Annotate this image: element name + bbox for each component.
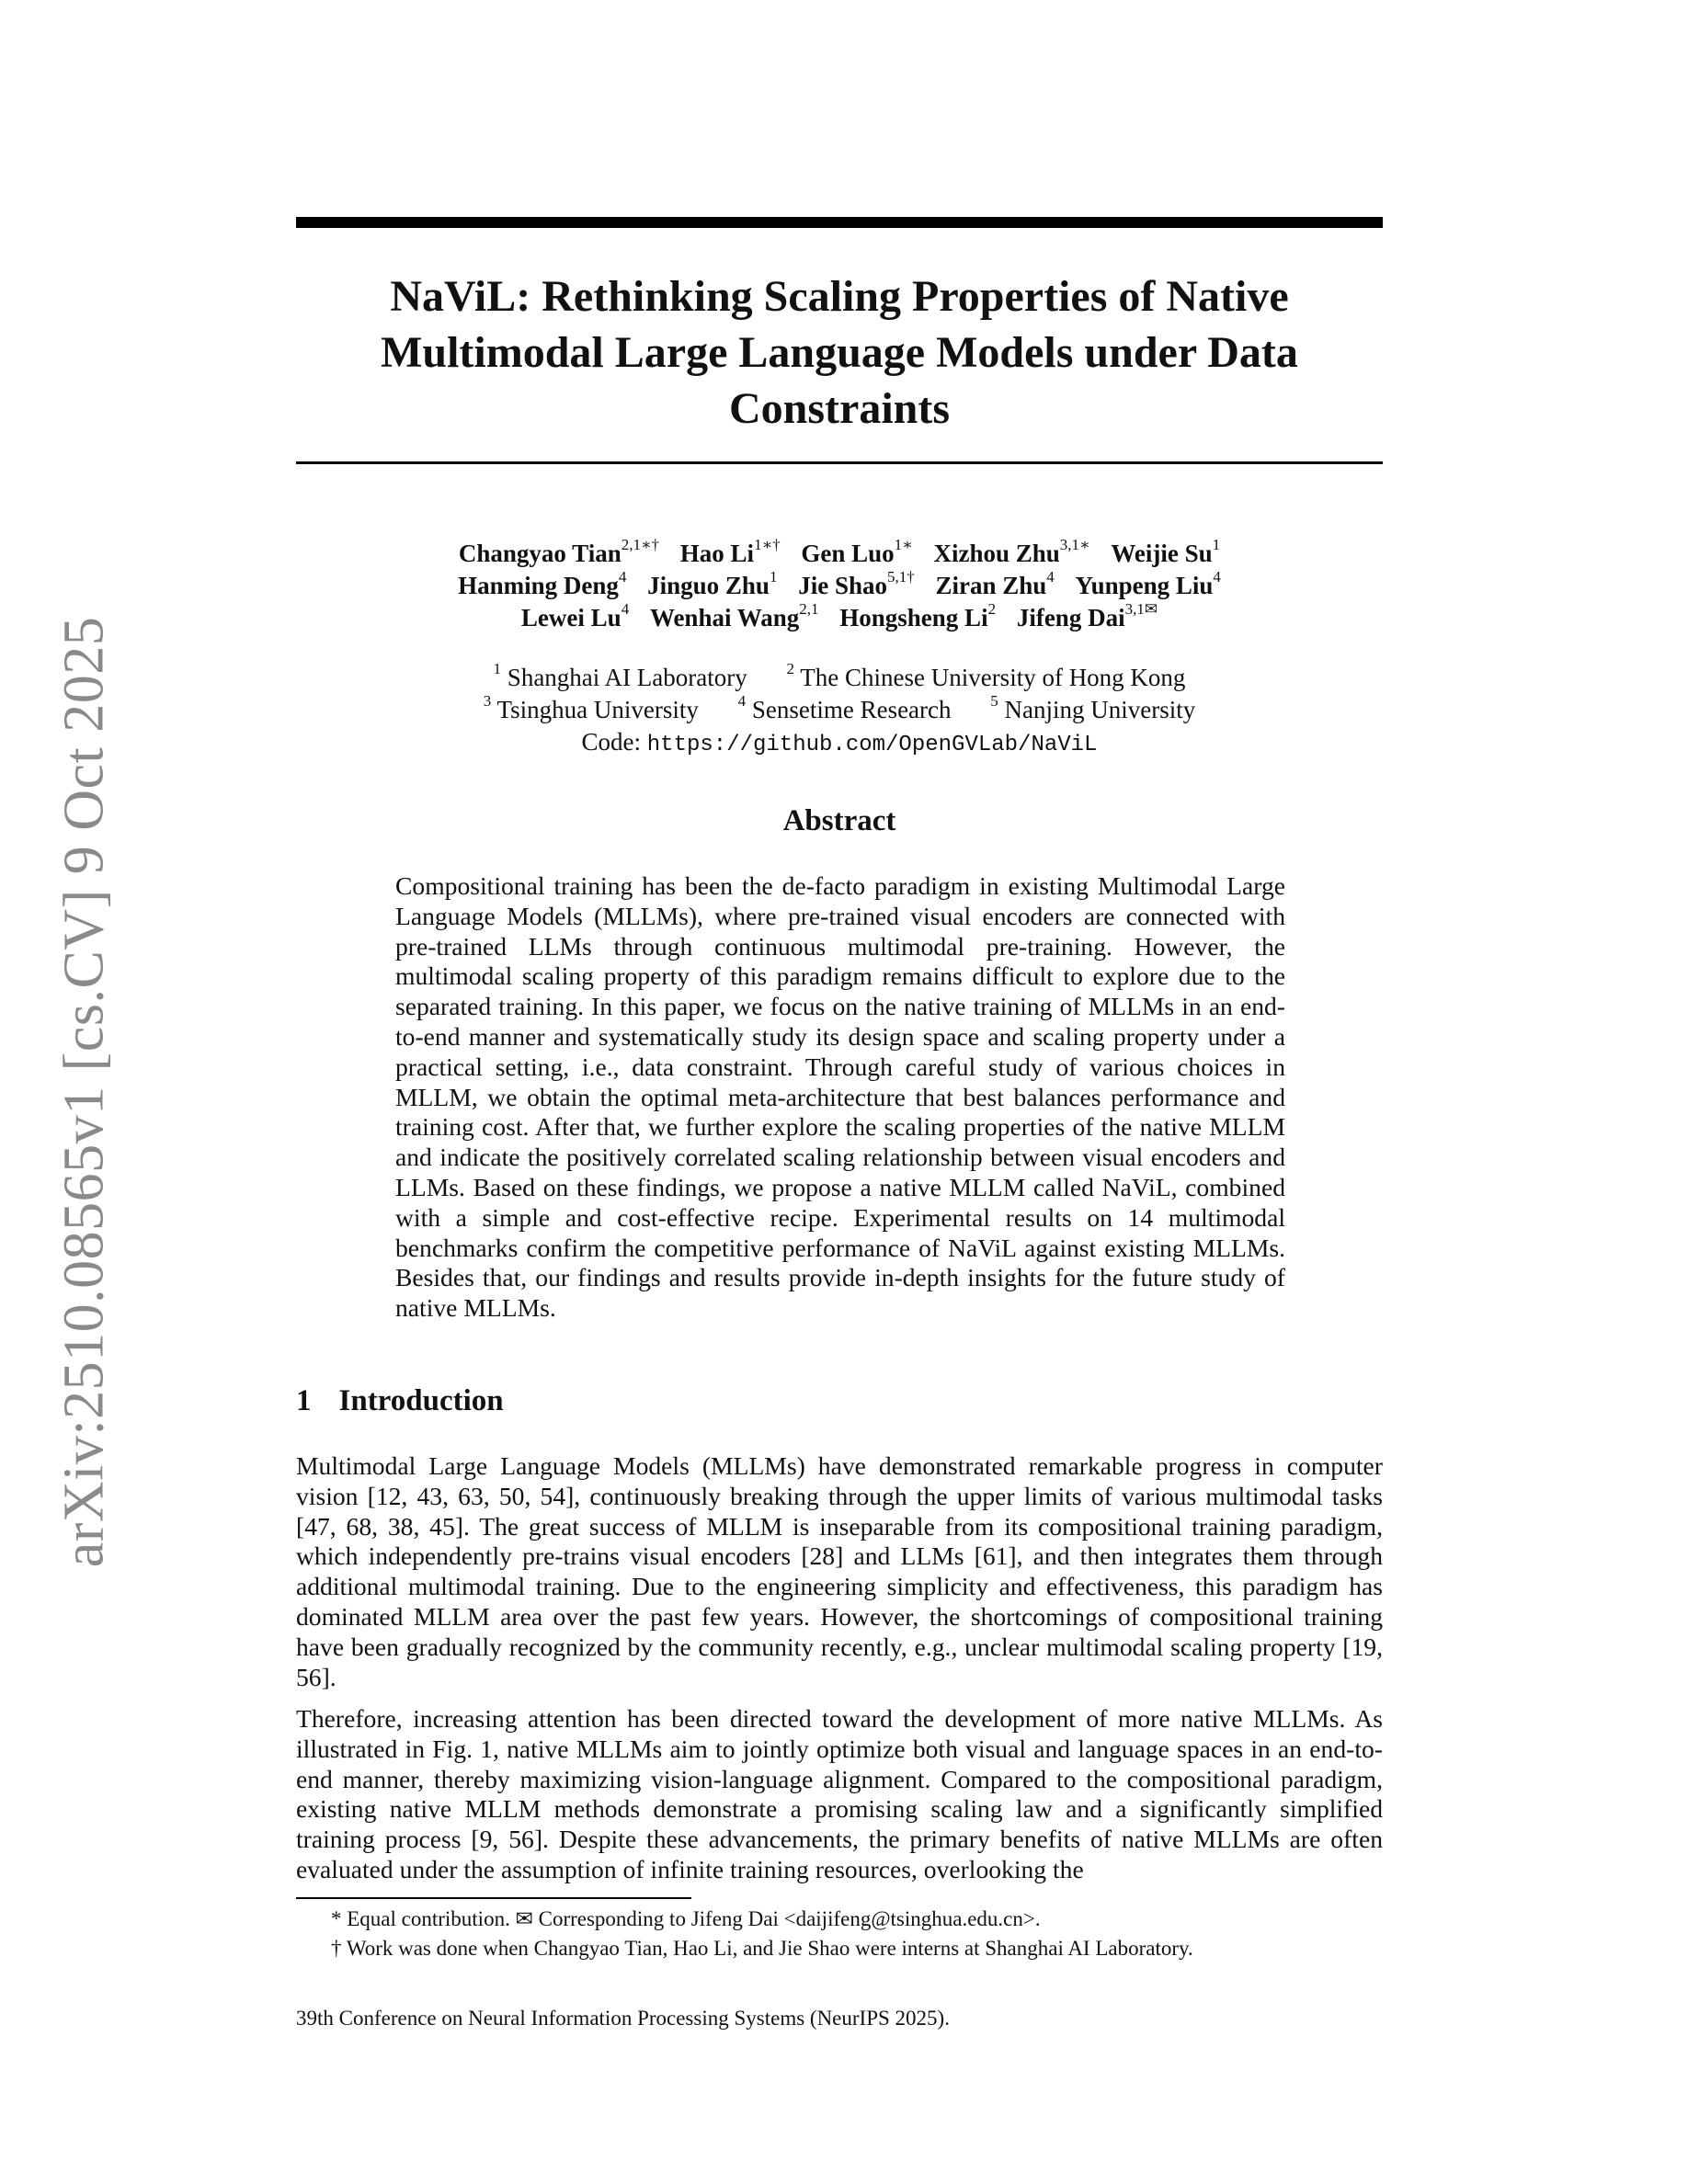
author: Gen Luo$^{1∗}$ (801, 536, 913, 567)
section-title: Introduction (338, 1384, 504, 1417)
author: Xizhou Zhu$^{3,1∗}$ (933, 536, 1090, 567)
author: Lewei Lu$^4$ (520, 600, 630, 631)
author: Hongsheng Li$^2$ (839, 600, 997, 631)
abstract-heading: Abstract (782, 804, 896, 837)
code-label: Code: (581, 728, 642, 756)
author: Jifeng Dai$^{3,1✉}$ (1016, 600, 1158, 631)
author-line-3 (296, 602, 1383, 634)
affiliation-line-2 (296, 694, 1383, 726)
affiliation: $^3$ Tsinghua University (483, 692, 699, 723)
code-line (296, 726, 1383, 761)
intro-paragraph-2: Therefore, increasing attention has been directed toward the development of more native MLLMs. As illustrated in Fig. 1, native MLLMs aim to jointly optimize both visual and language spaces in an end-to-end manner, thereby maximizing vision-language alignment. Compared to the compositional paradigm, existing native MLLM methods demonstrate a promising scaling law and a significantly simplified training process [9, 56]. Despite these advancements, the primary benefits of native MLLMs are often evaluated under the assumption of infinite training resources, overlooking the (296, 1704, 1383, 1883)
author: Ziran Zhu$^4$ (935, 568, 1055, 599)
affiliation: $^4$ Sensetime Research (737, 692, 952, 723)
code-url-link[interactable]: https://github.com/OpenGVLab/NaViL (646, 733, 1098, 757)
affiliation: $^5$ Nanjing University (990, 692, 1196, 723)
section-heading-introduction (296, 1384, 504, 1418)
conference-note: 39th Conference on Neural Information Processing Systems (NeurIPS 2025). (296, 2007, 950, 2030)
footnote-interns: † Work was done when Changyao Tian, Hao Li, and Jie Shao were interns at Shanghai AI Laboratory. (331, 1937, 1193, 1960)
author-line-1 (296, 538, 1383, 570)
author: Wenhai Wang$^{2,1}$ (649, 600, 819, 631)
footnote-rule (296, 1897, 691, 1899)
author: Hao $Li^{1∗\dagger}$ (679, 536, 781, 567)
arxiv-identifier: arXiv:2510.08565v1 [cs.CV] 9 Oct 2025 (52, 616, 116, 1568)
author: Weijie Su$^1$ (1111, 536, 1221, 567)
paper-title: NaViL: Rethinking Scaling Properties of Native Multimodal Large Language Models under Data Constraints (381, 272, 1298, 433)
intro-paragraph-1: Multimodal Large Language Models (MLLMs) have demonstrated remarkable progress in computer vision [12, 43, 63, 50, 54], continuously breaking through the upper limits of various multimodal tasks [47, 68, 38, 45]. The great success of MLLM is inseparable from its compositional training paradigm, which independently pre-trains visual encoders [28] and LLMs [61], and then integrates them through additional multimodal training. Due to the engineering simplicity and effectiveness, this paradigm has dominated MLLM area over the past few years. However, the shortcomings of compositional training have been gradually recognized by the community recently, e.g., unclear multimodal scaling property [19, 56]. (296, 1451, 1383, 1691)
abstract-body: Compositional training has been the de-facto paradigm in existing Multimodal Large Language Models (MLLMs), where pre-trained visual encoders are connected with pre-trained LLMs through continuous multimodal pre-training. However, the multimodal scaling property of this paradigm remains difficult to explore due to the separated training. In this paper, we focus on the native training of MLLMs in an end-to-end manner and systematically study its design space and scaling property under a practical setting, i.e., data constraint. Through careful study of various choices in MLLM, we obtain the optimal meta-architecture that best balances performance and training cost. After that, we further explore the scaling properties of the native MLLM and indicate the positively correlated scaling relationship between visual encoders and LLMs. Based on these findings, we propose a native MLLM called NaViL, combined with a simple and cost-effective recipe. Experimental results on 14 multimodal benchmarks confirm the competitive performance of NaViL against existing MLLMs. Besides that, our findings and results provide in-depth insights for the future study of native MLLMs. (395, 871, 1285, 1323)
author: Changyao Tian$^{2,1∗\dagger}$ (458, 536, 660, 567)
author: Jie Shao$^{5,1\dagger}$ (798, 568, 915, 599)
footnote-equal-contribution: * Equal contribution. ✉ Corresponding to Jifeng Dai <daijifeng@tsinghua.edu.cn>. (331, 1907, 1041, 1930)
author: Hanming Deng$^4$ (458, 568, 627, 599)
affiliation-list (296, 662, 1383, 761)
title-bottom-rule (296, 461, 1383, 464)
author-line-2 (296, 570, 1383, 602)
footnotes (331, 1905, 1379, 1963)
section-number: 1 (296, 1384, 312, 1417)
affiliation: $^1$ Shanghai AI Laboratory (493, 660, 747, 691)
affiliation: $^2$ The Chinese University of Hong Kong (786, 660, 1186, 691)
author: Yunpeng Liu$^4$ (1075, 568, 1221, 599)
author-list (296, 538, 1383, 634)
author: Jinguo Zhu$^1$ (647, 568, 778, 599)
title-top-rule (296, 217, 1383, 228)
affiliation-line-1 (296, 662, 1383, 694)
